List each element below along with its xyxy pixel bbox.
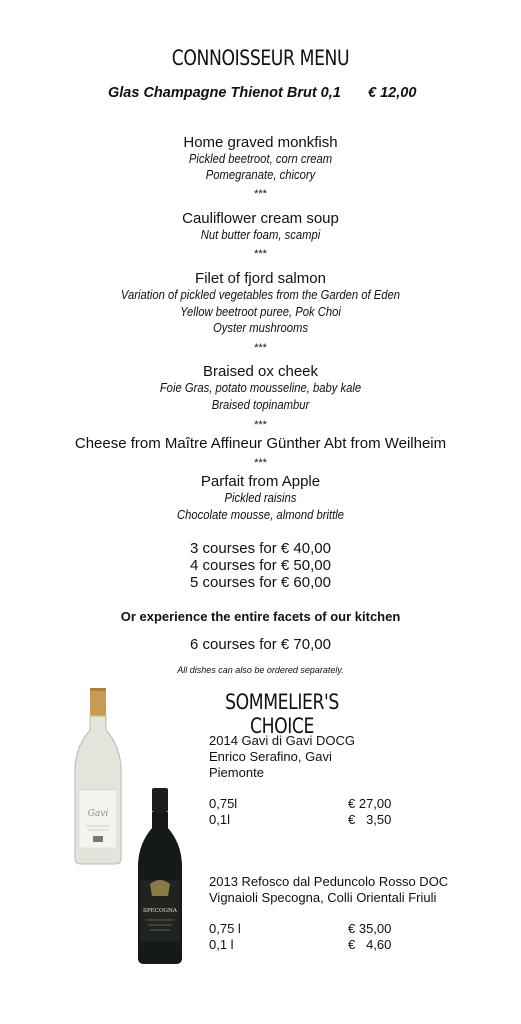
aperitif-name: Glas Champagne Thienot Brut 0,1 [108, 85, 341, 101]
entire-kitchen-heading: Or experience the entire facets of our kitchen [120, 609, 401, 624]
course-4-name: Braised ox cheek [202, 363, 319, 380]
wine-2-size-2-price: € 4,60 [348, 937, 392, 952]
wine-1-size-1-volume: 0,75l [209, 796, 238, 811]
wine-1-line-2: Enrico Serafino, Gavi [209, 749, 332, 764]
course-2-desc-1: Nut butter foam, scampi [200, 228, 321, 242]
wine-1-line-1: 2014 Gavi di Gavi DOCG [209, 733, 355, 748]
course-separator: *** [254, 419, 267, 431]
course-separator: *** [254, 342, 267, 354]
course-3-desc-2: Yellow beetroot puree, Pok Choi [180, 305, 341, 319]
wine-2-line-1: 2013 Refosco dal Peduncolo Rosso DOC [209, 874, 449, 889]
wine-2-line-2: Vignaioli Specogna, Colli Orientali Friuli [209, 890, 437, 905]
separately-note: All dishes can also be ordered separately. [177, 665, 344, 675]
price-5-courses: 5 courses for € 60,00 [190, 574, 331, 591]
price-3-courses: 3 courses for € 40,00 [190, 540, 331, 557]
sommelier-title: SOMMELIER'S CHOICE [225, 690, 339, 738]
course-1-name: Home graved monkfish [183, 134, 338, 151]
course-2-name: Cauliflower cream soup [182, 210, 339, 227]
wine-2-size-1-price: € 35,00 [348, 921, 392, 936]
red-bottle-label: SPECOGNA [143, 908, 177, 914]
course-4-desc-2: Braised topinambur [211, 398, 310, 412]
wine-1-size-2-price: € 3,50 [348, 812, 392, 827]
price-6-courses: 6 courses for € 70,00 [190, 636, 331, 653]
course-1-desc-2: Pomegranate, chicory [205, 168, 316, 182]
course-1-desc-1: Pickled beetroot, corn cream [188, 152, 333, 166]
wine-2-size-1-volume: 0,75 l [209, 921, 241, 936]
menu-title: CONNOISSEUR MENU [171, 46, 350, 70]
white-bottle-label: Gavi [87, 809, 109, 819]
course-3-desc-1: Variation of pickled vegetables from the Garden of Eden [120, 288, 401, 302]
wine-1-size-1-price: € 27,00 [348, 796, 392, 811]
aperitif-price: € 12,00 [368, 85, 417, 101]
course-5-name: Cheese from Maître Affineur Günther Abt from Weilheim [74, 435, 447, 452]
red-wine-bottle-image [136, 788, 184, 966]
price-4-courses: 4 courses for € 50,00 [190, 557, 331, 574]
wine-2-size-2-volume: 0,1 l [209, 937, 234, 952]
white-wine-bottle-image [72, 688, 124, 866]
course-6-desc-2: Chocolate mousse, almond brittle [177, 508, 344, 522]
wine-1-line-3: Piemonte [209, 765, 264, 780]
wine-1-size-2-volume: 0,1l [209, 812, 230, 827]
course-4-desc-1: Foie Gras, potato mousseline, baby kale [159, 381, 362, 395]
course-separator: *** [254, 457, 267, 469]
course-separator: *** [254, 248, 267, 260]
course-3-name: Filet of fjord salmon [195, 270, 326, 287]
course-6-name: Parfait from Apple [200, 473, 321, 490]
course-3-desc-3: Oyster mushrooms [212, 321, 309, 335]
course-separator: *** [254, 188, 267, 200]
course-6-desc-1: Pickled raisins [224, 491, 297, 505]
